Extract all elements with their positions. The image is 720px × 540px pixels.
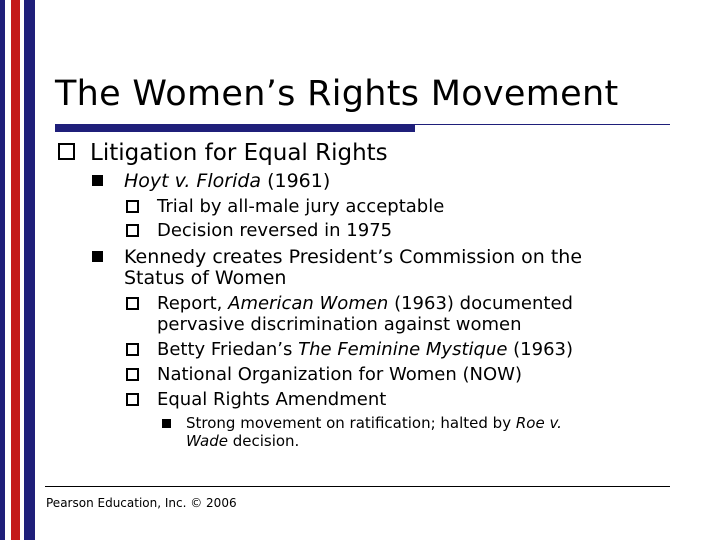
bullet-litigation: Litigation for Equal Rights — [90, 140, 388, 166]
filled-square-bullet-icon — [92, 175, 103, 186]
report-prefix: Report, — [157, 293, 229, 314]
title-underline-bar — [55, 124, 415, 132]
bullet-kennedy-line2: Status of Women — [124, 267, 287, 289]
bullet-era-note-line2 — [186, 432, 299, 450]
hollow-square-bullet-icon — [58, 143, 75, 160]
friedan-title: The Feminine Mystique — [298, 339, 508, 360]
bullet-report-line1 — [157, 293, 573, 315]
bullet-decision: Decision reversed in 1975 — [157, 220, 393, 241]
era-note-end: decision. — [227, 432, 300, 450]
filled-square-bullet-icon — [162, 419, 171, 428]
hollow-square-bullet-icon — [126, 297, 139, 310]
hollow-square-bullet-icon — [126, 393, 139, 406]
report-suffix: (1963) documented — [388, 293, 573, 314]
hollow-square-bullet-icon — [126, 343, 139, 356]
friedan-suffix: (1963) — [507, 339, 574, 360]
filled-square-bullet-icon — [92, 251, 103, 262]
footer-copyright: Pearson Education, Inc. © 2006 — [46, 496, 237, 510]
roe-part2: Wade — [186, 432, 228, 450]
bullet-kennedy-line1: Kennedy creates President’s Commission on the — [124, 246, 583, 268]
era-note-text: Strong movement on ratification; halted by — [186, 414, 516, 432]
report-title: American Women — [228, 293, 389, 314]
hoyt-case-name: Hoyt v. Florida — [124, 170, 262, 192]
bullet-era: Equal Rights Amendment — [157, 389, 387, 410]
friedan-prefix: Betty Friedan’s — [157, 339, 299, 360]
bullet-report-line2: pervasive discrimination against women — [157, 314, 522, 335]
hollow-square-bullet-icon — [126, 200, 139, 213]
left-border-red-stripe — [11, 0, 20, 540]
bullet-trial: Trial by all-male jury acceptable — [157, 196, 445, 217]
roe-part1: Roe v. — [515, 414, 562, 432]
left-border-navy-stripe-2 — [24, 0, 35, 540]
hollow-square-bullet-icon — [126, 224, 139, 237]
bullet-hoyt — [124, 170, 330, 192]
footer-rule — [45, 486, 670, 487]
bullet-era-note-line1 — [186, 414, 562, 432]
bullet-now: National Organization for Women (NOW) — [157, 364, 522, 385]
hollow-square-bullet-icon — [126, 368, 139, 381]
bullet-friedan — [157, 339, 573, 361]
slide-title: The Women’s Rights Movement — [55, 74, 619, 114]
title-underline-rule — [415, 124, 670, 125]
hoyt-year: (1961) — [261, 170, 331, 192]
